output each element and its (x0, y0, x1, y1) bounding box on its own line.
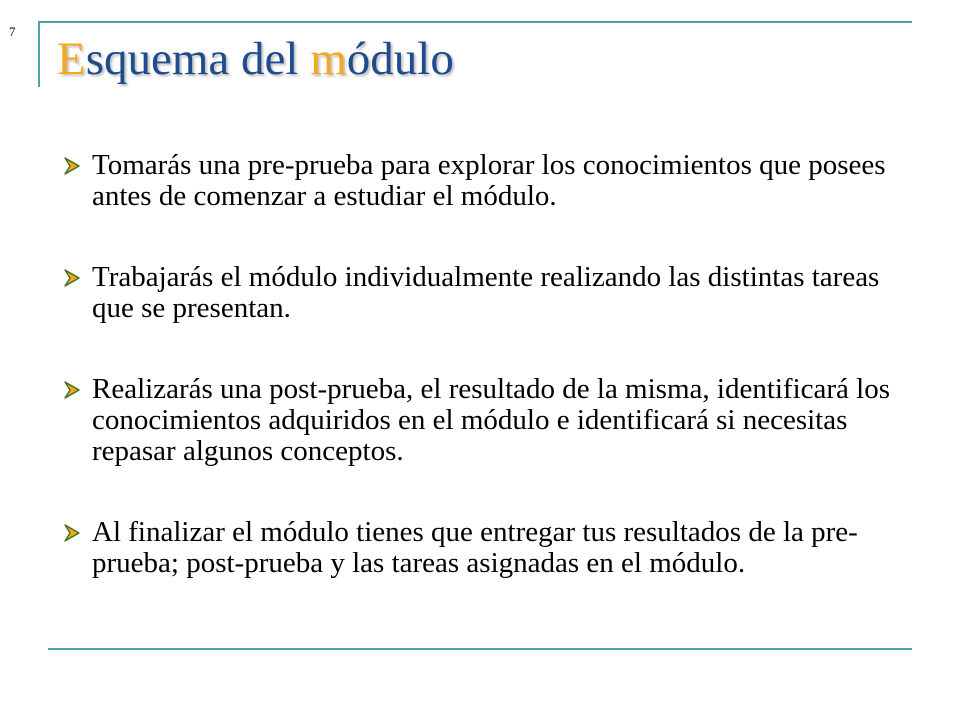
bullet-text: Realizarás una post-prueba, el resultado de la misma, identificará los conocimientos adquiridos en el módulo e identificará si necesitas repasar algunos conceptos. (92, 373, 891, 467)
bullet-text: Al finalizar el módulo tienes que entregar tus resultados de la pre-prueba; post-prueba y las tareas asignadas en el módulo. (92, 516, 858, 579)
bullet-text: Trabajarás el módulo individualmente realizando las distintas tareas que se presentan. (92, 261, 880, 324)
title-part: E (57, 33, 86, 85)
bullet-item (62, 262, 902, 324)
arrow-icon (62, 156, 82, 176)
slide-title (57, 34, 454, 86)
bullet-item (62, 374, 902, 467)
title-part: m (310, 33, 347, 85)
frame-bottom-line (48, 648, 912, 650)
arrow-icon (62, 268, 82, 288)
title-part: squema del (85, 33, 311, 85)
arrow-icon (62, 380, 82, 400)
frame-top-line (38, 21, 912, 23)
frame-left-line (38, 21, 40, 87)
bullet-text: Tomarás una pre-prueba para explorar los conocimientos que posees antes de comenzar a estudiar el módulo. (92, 149, 886, 212)
bullet-item (62, 517, 902, 579)
bullet-list (62, 150, 902, 579)
arrow-icon (62, 523, 82, 543)
title-part: ódulo (346, 33, 454, 85)
bullet-item (62, 150, 902, 212)
slide-number: 7 (9, 24, 16, 39)
